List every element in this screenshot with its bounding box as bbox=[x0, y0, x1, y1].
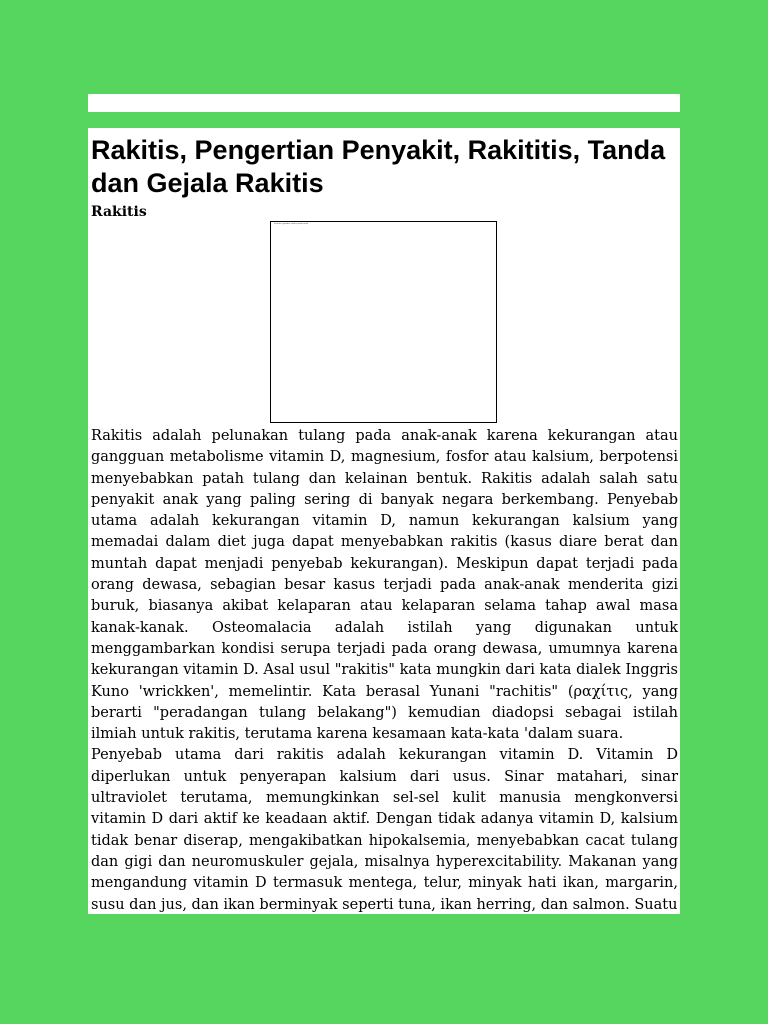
article-body bbox=[91, 426, 678, 914]
image-caption: ilustrasi gambar rakitis pada anak bbox=[274, 223, 309, 225]
article-title: Rakitis, Pengertian Penyakit, Rakititis, Tanda dan Gejala Rakitis bbox=[91, 135, 666, 198]
document-page bbox=[88, 128, 680, 914]
paragraph-1: Rakitis adalah pelunakan tulang pada anak-anak karena kekurangan atau gangguan metabolisme vitamin D, magnesium, fosfor atau kalsium, berpotensi menyebabkan patah tulang dan kelainan bentuk. Rakitis adalah salah satu penyakit anak yang paling sering di banyak negara berkembang. Penyebab utama adalah kekurangan vitamin D, namun kekurangan kalsium yang memadai dalam diet juga dapat menyebabkan rakitis (kasus diare berat dan muntah dapat menjadi penyebab kekurangan). Meskipun dapat terjadi pada orang dewasa, sebagian besar kasus terjadi pada anak-anak menderita gizi buruk, biasanya akibat kelaparan atau kelaparan selama tahap awal masa kanak-kanak. Osteomalacia adalah istilah yang digunakan untuk menggambarkan kondisi serupa terjadi pada orang dewasa, umumnya karena kekurangan vitamin D. Asal usul "rakitis" kata mungkin dari kata dialek Inggris Kuno 'wrickken', memelintir. Kata berasal Yunani "rachitis" (ραχίτις, yang berarti "peradangan tulang belakang") kemudian diadopsi sebagai istilah ilmiah untuk rakitis, terutama karena kesamaan kata-kata 'dalam suara. bbox=[91, 428, 678, 743]
article-image bbox=[270, 221, 497, 423]
top-bar bbox=[88, 94, 680, 112]
paragraph-2: Penyebab utama dari rakitis adalah kekurangan vitamin D. Vitamin D diperlukan untuk penyerapan kalsium dari usus. Sinar matahari, sinar ultraviolet terutama, memungkinkan sel-sel kulit manusia mengkonversi vitamin D dari aktif ke keadaan aktif. Dengan tidak adanya vitamin D, kalsium tidak benar diserap, mengakibatkan hipokalsemia, menyebabkan cacat tulang dan gigi dan neuromuskuler gejala, misalnya hyperexcitability. Makanan yang mengandung vitamin D termasuk mentega, telur, minyak hati ikan, margarin, susu dan jus, dan ikan berminyak seperti tuna, ikan herring, dan salmon. Suatu bbox=[91, 747, 678, 913]
article-subtitle: Rakitis bbox=[91, 204, 147, 220]
